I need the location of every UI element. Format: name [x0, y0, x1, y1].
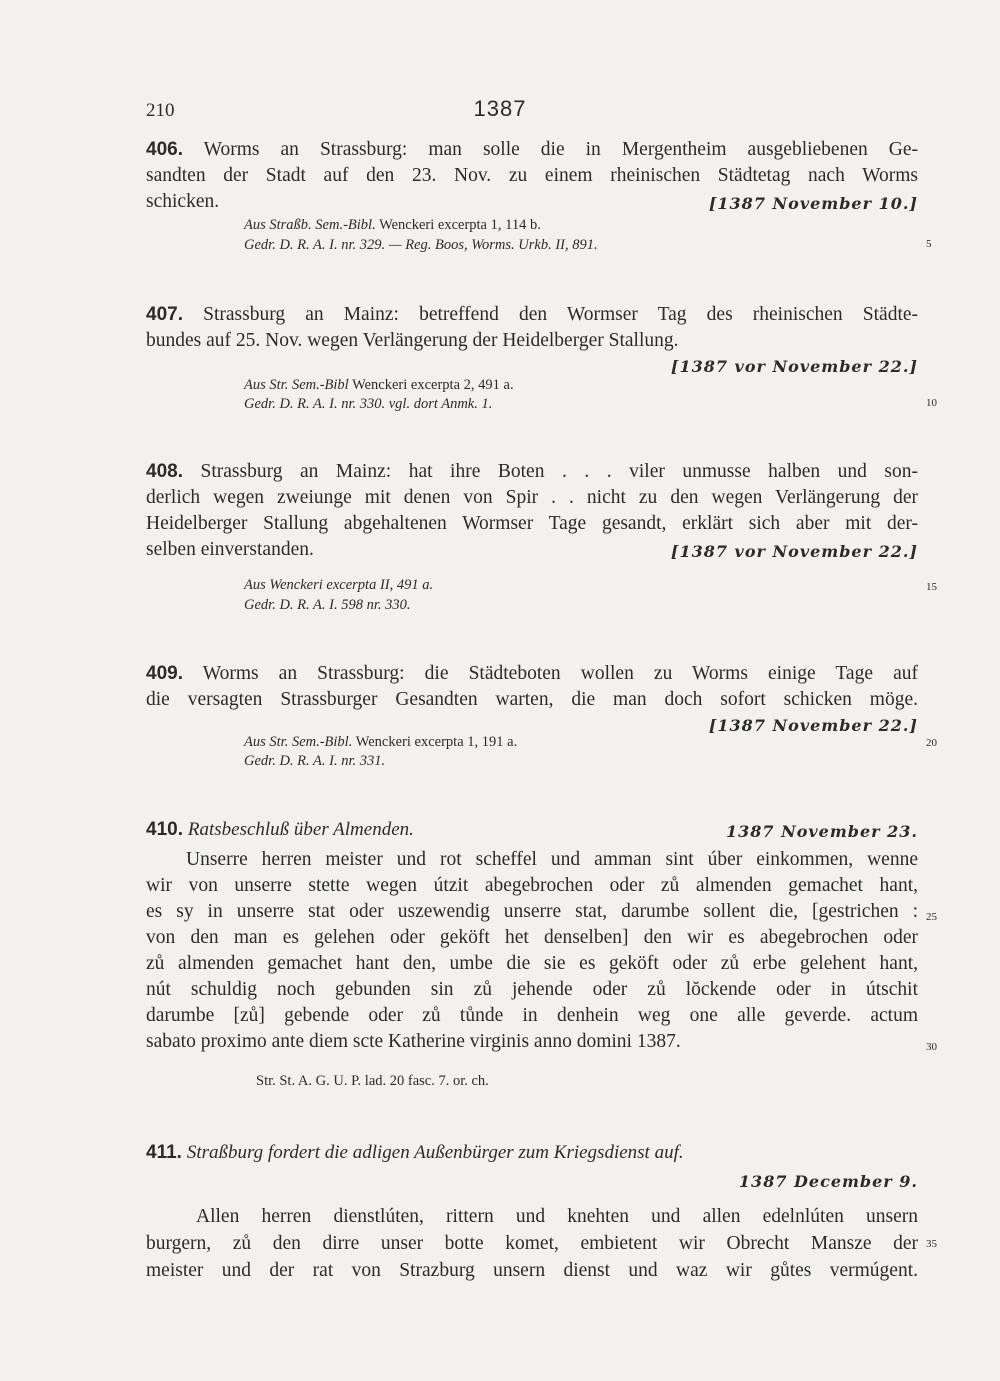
- entry-text-line: Unserre herren meister und rot scheffel und amman sint úber einkommen, wenne: [186, 849, 918, 870]
- entry-text-line: 408. Strassburg an Mainz: hat ihre Boten . . . viler unmusse halben und son-: [146, 461, 919, 482]
- source-line: Aus Str. Sem.-Bibl. Wenckeri excerpta 1, 191 a.: [244, 734, 518, 750]
- line-number: 25: [926, 911, 937, 923]
- entry-date: [1387 November 10.]: [708, 194, 918, 213]
- entry-text-line: Allen herren dienstlúten, rittern und knehten und allen edelnlúten unsern: [196, 1206, 918, 1227]
- line-number: 30: [926, 1041, 937, 1053]
- entry-number: 410.: [146, 819, 183, 840]
- running-header-year: 1387: [473, 96, 527, 121]
- entry-text-line: zů almenden gemachet hant den, umbe die sie es geköft oder zů erbe gelehent hant,: [146, 953, 918, 974]
- entry-text-line: darumbe [zů] gebende oder zů tůnde in denhein weg one alle geverde. actum: [146, 1005, 918, 1026]
- entry-text-line: schicken.: [146, 191, 220, 212]
- entry-text-line: sandten der Stadt auf den 23. Nov. zu einem rheinischen Städtetag nach Worms: [146, 165, 918, 186]
- entry-number: 408.: [146, 461, 183, 482]
- entry-text-line: 407. Strassburg an Mainz: betreffend den Wormser Tag des rheinischen Städte-: [146, 304, 919, 325]
- source-line: Aus Straßb. Sem.-Bibl. Wenckeri excerpta 1, 114 b.: [244, 217, 541, 233]
- entry-text-line: selben einverstanden.: [146, 539, 314, 560]
- entry-date: 1387 December 9.: [738, 1172, 918, 1191]
- entry-text-line: 409. Worms an Strassburg: die Städteboten wollen zu Worms einige Tage auf: [146, 663, 918, 684]
- entry-text-line: sabato proximo ante diem scte Katherine virginis anno domini 1387.: [146, 1031, 681, 1052]
- entry-number: 406.: [146, 139, 183, 160]
- entry-number: 407.: [146, 304, 183, 325]
- entry-text-line: derlich wegen zweiunge mit denen von Spir . . nicht zu den wegen Verlängerung der: [146, 487, 918, 508]
- source-line: Gedr. D. R. A. I. nr. 330. vgl. dort Anmk. 1.: [244, 396, 493, 412]
- source-line: Gedr. D. R. A. I. nr. 329. — Reg. Boos, Worms. Urkb. II, 891.: [244, 237, 598, 253]
- entry-text-line: die versagten Strassburger Gesandten warten, die man doch sofort schicken möge.: [146, 689, 918, 710]
- source-line: Aus Wenckeri excerpta II, 491 a.: [244, 577, 434, 593]
- entry-text-line: meister und der rat von Strazburg unsern dienst und waz wir gůtes vermúgent.: [146, 1260, 918, 1281]
- entry-text-line: nút schuldig noch gebunden sin zů jehende oder zů lŏckende oder in útschit: [146, 979, 918, 1000]
- line-number: 15: [926, 581, 937, 593]
- line-number: 35: [926, 1238, 937, 1250]
- entry-text-line: bundes auf 25. Nov. wegen Verlängerung der Heidelberger Stallung.: [146, 330, 679, 351]
- source-line: Gedr. D. R. A. I. nr. 331.: [244, 753, 386, 769]
- entry-text-line: von den man es gelehen oder geköft het denselben] den wir es abegebrochen oder: [146, 927, 918, 948]
- source-line: Aus Str. Sem.-Bibl Wenckeri excerpta 2, 491 a.: [244, 377, 514, 393]
- line-number: 20: [926, 737, 937, 749]
- entry-text-line: 406. Worms an Strassburg: man solle die in Mergentheim ausgebliebenen Ge-: [146, 139, 918, 160]
- entry-date: [1387 November 22.]: [708, 716, 918, 735]
- entry-title: Ratsbeschluß über Almenden.: [187, 819, 414, 840]
- entry-date: [1387 vor November 22.]: [670, 542, 918, 561]
- entry-text-line: es sy in unserre stat oder uszewendig unserre stat, darumbe sollent die, [gestrichen :: [146, 901, 918, 922]
- entry-text-line: wir von unserre stette wegen útzit abegebrochen oder zů almenden gemachet hant,: [146, 875, 918, 896]
- entry-text-line: burgern, zů den dirre unser botte komet, embietent wir Obrecht Mansze der: [146, 1233, 918, 1254]
- entry-date: 1387 November 23.: [725, 822, 918, 841]
- entry-text-line: Heidelberger Stallung abgehaltenen Wormser Tage gesandt, erklärt sich aber mit der-: [146, 513, 918, 534]
- entry-number: 411.: [146, 1142, 182, 1163]
- line-number: 5: [926, 238, 932, 250]
- entry-date: [1387 vor November 22.]: [670, 357, 918, 376]
- source-line: Str. St. A. G. U. P. lad. 20 fasc. 7. or. ch.: [256, 1073, 489, 1089]
- page-number: 210: [146, 100, 175, 121]
- entry-number: 409.: [146, 663, 183, 684]
- line-number: 10: [926, 397, 937, 409]
- entry-title: Straßburg fordert die adligen Außenbürger zum Kriegsdienst auf.: [186, 1142, 684, 1163]
- source-line: Gedr. D. R. A. I. 598 nr. 330.: [244, 597, 411, 613]
- entry-heading: [146, 1140, 918, 1166]
